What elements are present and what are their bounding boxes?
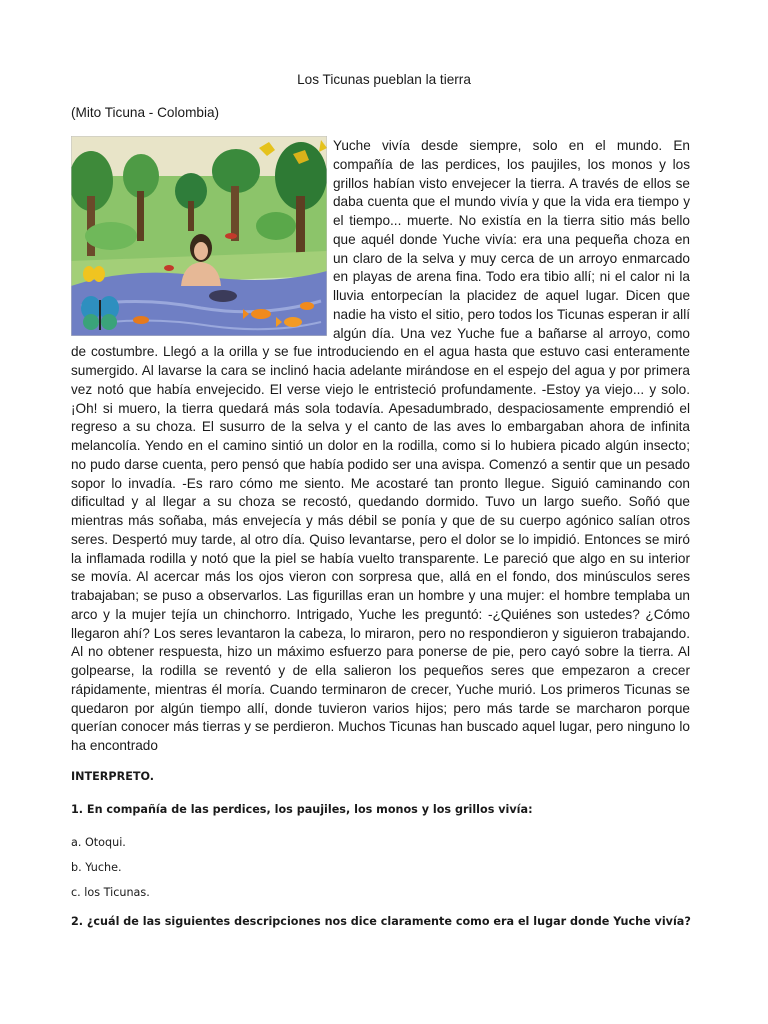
question-2: 2. ¿cuál de las siguientes descripciones nos dice claramente como era el lugar donde Yuche vivía?: [71, 915, 691, 928]
illustration-space: [71, 137, 333, 341]
section-heading: INTERPRETO.: [71, 770, 155, 783]
option-a: a. Otoqui.: [71, 836, 126, 849]
question-1: 1. En compañía de las perdices, los paujiles, los monos y los grillos vivía:: [71, 803, 533, 816]
document-title: Los Ticunas pueblan la tierra: [297, 72, 471, 87]
option-c: c. los Ticunas.: [71, 886, 150, 899]
option-b: b. Yuche.: [71, 861, 122, 874]
document-subtitle: (Mito Ticuna - Colombia): [71, 105, 220, 120]
story-body: [71, 137, 690, 756]
story-text: Yuche vivía desde siempre, solo en el mundo. En compañía de las perdices, los paujiles, los monos y los grillos habían visto envejecer la tierra. A través de ellos se daba cuenta que el mundo vivía y que la vida era tiempo y el tiempo... muerte. No existía en la tierra sitio más bello que aquél donde Yuche vivía: era una pequeña choza en un claro de la selva y muy cerca de un arroyo enmarcado en playas de arena fina. Todo era tibio allí; ni el calor ni la lluvia entorpecían la placidez de aquel lugar. Dicen que nadie ha visto el sitio, pero todos los Ticunas esperan ir allí algún día. Una vez Yuche fue a bañarse al arroyo, como de costumbre. Llegó a la orilla y se fue introduciendo en el agua hasta que estuvo casi enteramente sumergido. Al lavarse la cara se inclinó hacia adelante mirándose en el espejo del agua y por primera vez notó que había envejecido. El verse viejo le entristeció profundamente. -Estoy ya viejo... y solo. ¡Oh! si muero, la tierra quedará más sola todavía. Apesadumbrado, despaciosamente emprendió el regreso a su choza. El susurro de la selva y el canto de las aves lo embargaban ahora de infinita melancolía. Yendo en el camino sintió un dolor en la rodilla, como si lo hubiera picado algún insecto; no pudo darse cuenta, pero pensó que había podido ser una avispa. Comenzó a sentir que un pesado sopor lo invadía. -Es raro cómo me siento. Me acostaré tan pronto llegue. Siguió caminando con dificultad y al llegar a su choza se recostó, quedando dormido. Tuvo un largo sueño. Soñó que mientras más soñaba, más envejecía y más débil se ponía y que de su cuerpo agónico salían otros seres. Despertó muy tarde, al otro día. Quiso levantarse, pero el dolor se lo impidió. Entonces se miró la inflamada rodilla y notó que la piel se había vuelto transparente. Le pareció que algo en su interior se movía. Al acercar más los ojos vieron con sorpresa que, allá en el fondo, dos minúsculos seres trabajaban; se puso a observarlos. Las figurillas eran un hombre y una mujer: el hombre templaba un arco y la mujer tejía un chinchorro. Intrigado, Yuche les preguntó: -¿Quiénes son ustedes? ¿Cómo llegaron ahí? Los seres levantaron la cabeza, lo miraron, pero no respondieron y siguieron trabajando. Al no obtener respuesta, hizo un máximo esfuerzo para ponerse de pie, pero cayó sobre la tierra. Al golpearse, la rodilla se reventó y de ella salieron los pequeños seres que empezaron a crecer rápidamente, mientras él moría. Cuando terminaron de crecer, Yuche murió. Los primeros Ticunas se quedaron por algún tiempo allí, donde tuvieron varios hijos; pero más tarde se marcharon porque querían conocer más tierras y se perdieron. Muchos Ticunas han buscado aquel lugar, pero ninguno lo ha encontrado: [71, 138, 690, 753]
